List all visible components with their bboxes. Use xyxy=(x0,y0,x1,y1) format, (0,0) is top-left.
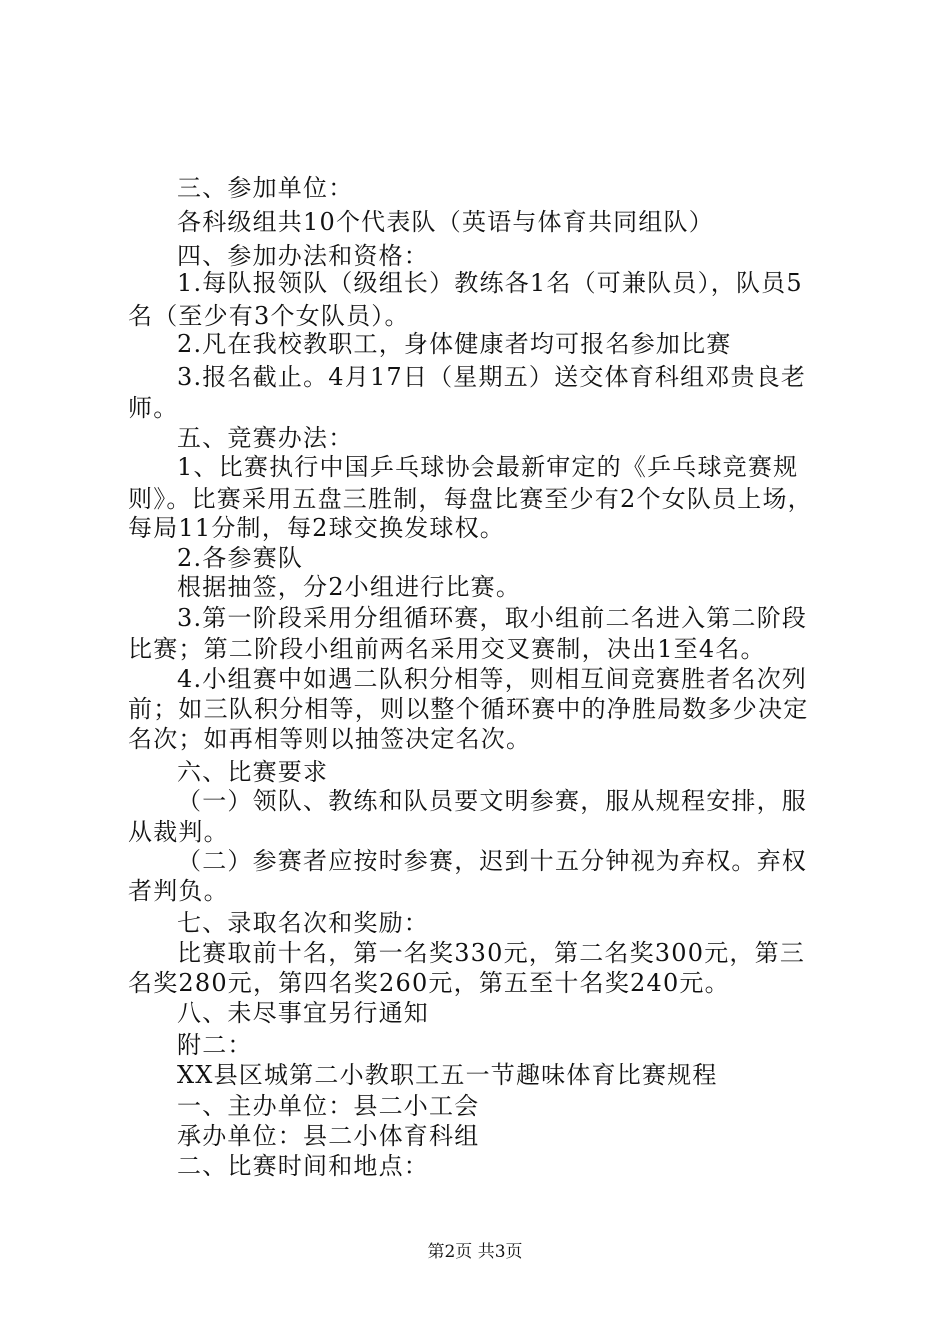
text-line: XX县区城第二小教职工五一节趣味体育比赛规程 xyxy=(177,1061,718,1089)
text-line: 承办单位：县二小体育科组 xyxy=(177,1122,480,1150)
text-line: 三、参加单位： xyxy=(177,174,354,202)
text-line: （二）参赛者应按时参赛，迟到十五分钟视为弃权。弃权 xyxy=(177,847,807,875)
text-line: 每局11分制，每2球交换发球权。 xyxy=(128,514,506,542)
page-number-footer: 第2页 共3页 xyxy=(427,1242,523,1262)
text-line: 2.凡在我校教职工，身体健康者均可报名参加比赛 xyxy=(177,330,732,358)
text-line: 前；如三队积分相等，则以整个循环赛中的净胜局数多少决定 xyxy=(128,695,809,723)
text-line: 比赛；第二阶段小组前两名采用交叉赛制，决出1至4名。 xyxy=(128,635,766,663)
text-line: 4.小组赛中如遇二队积分相等，则相互间竞赛胜者名次列 xyxy=(177,665,808,693)
text-line: 一、主办单位：县二小工会 xyxy=(177,1092,480,1120)
text-line: 名（至少有3个女队员）。 xyxy=(128,302,410,330)
text-line: 2.各参赛队 xyxy=(177,544,304,572)
text-line: 则》。比赛采用五盘三胜制，每盘比赛至少有2个女队员上场， xyxy=(128,485,813,513)
text-line: 名奖280元，第四名奖260元，第五至十名奖240元。 xyxy=(128,969,730,997)
text-line: 六、比赛要求 xyxy=(177,758,329,786)
text-line: 四、参加办法和资格： xyxy=(177,242,429,270)
text-line: （一）领队、教练和队员要文明参赛，服从规程安排，服 xyxy=(177,787,807,815)
text-line: 1.每队报领队（级组长）教练各1名（可兼队员），队员5 xyxy=(177,269,803,297)
text-line: 五、竞赛办法： xyxy=(177,424,354,452)
text-line: 各科级组共10个代表队（英语与体育共同组队） xyxy=(177,208,714,236)
text-line: 比赛取前十名，第一名奖330元，第二名奖300元，第三 xyxy=(177,939,806,967)
text-line: 3.报名截止。4月17日（星期五）送交体育科组邓贵良老 xyxy=(177,363,807,391)
text-line: 从裁判。 xyxy=(128,818,229,846)
text-line: 1、比赛执行中国乒乓球协会最新审定的《乒乓球竞赛规 xyxy=(177,453,799,481)
text-line: 师。 xyxy=(128,394,179,422)
text-line: 3.第一阶段采用分组循环赛，取小组前二名进入第二阶段 xyxy=(177,604,808,632)
text-line: 二、比赛时间和地点： xyxy=(177,1152,429,1180)
text-line: 根据抽签，分2小组进行比赛。 xyxy=(177,573,522,601)
text-line: 七、录取名次和奖励： xyxy=(177,909,429,937)
text-line: 名次；如再相等则以抽签决定名次。 xyxy=(128,725,532,753)
text-line: 八、未尽事宜另行通知 xyxy=(177,999,429,1027)
text-line: 附二： xyxy=(177,1031,253,1059)
text-line: 者判负。 xyxy=(128,877,229,905)
